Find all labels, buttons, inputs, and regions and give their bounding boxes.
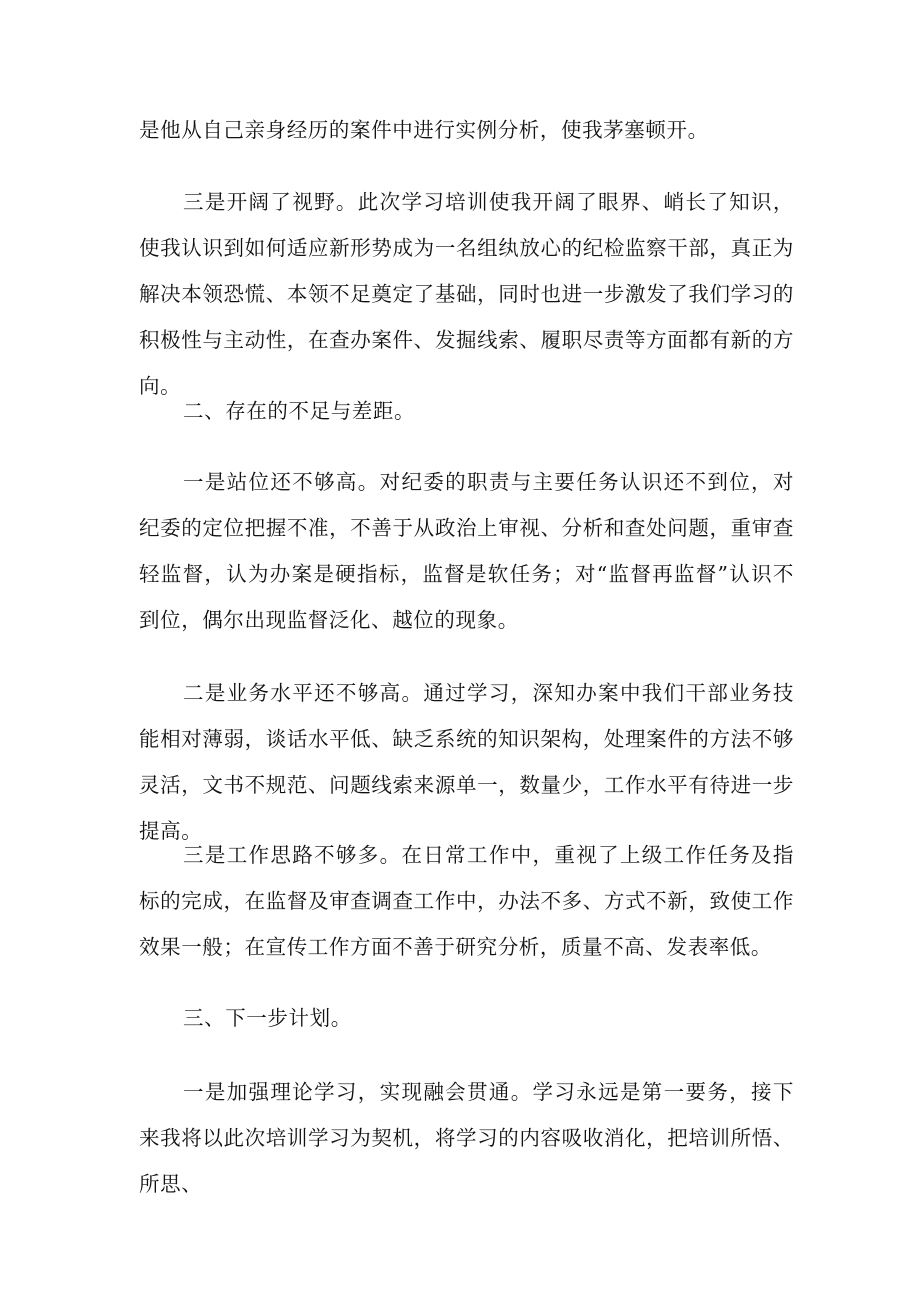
paragraph-work-ideas: 三是工作思路不够多。在日常工作中，重视了上级工作任务及指标的完成，在监督及审查调查工作中，办法不多、方式不新，致使工作效果一般；在宣传工作方面不善于研究分析，质量不高、发表率低。	[139, 843, 794, 959]
section-heading-next-plan: 三、下一步计划。	[183, 1006, 352, 1030]
paragraph-theory-study: 一是加强理论学习，实现融会贯通。学习永远是第一要务，接下来我将以此次培训学习为契机，将学习的内容吸收消化，把培训所悟、所思、	[139, 1080, 794, 1196]
paragraph-broadened-vision: 三是开阔了视野。此次学习培训使我开阔了眼界、峭长了知识，使我认识到如何适应新形势成为一名组纨放心的纪检监察干部，真正为解决本领恐慌、本领不足奠定了基础，同时也进一步激发了我们学习的积极性与主动性，在查办案件、发掘线索、履职尽责等方面都有新的方向。	[139, 190, 794, 398]
paragraph-continuation: 是他从自己亲身经历的案件中进行实例分析，使我茅塞顿开。	[139, 118, 709, 142]
paragraph-position-not-high: 一是站位还不够高。对纪委的职责与主要任务认识还不到位，对纪委的定位把握不准，不善于从政治上审视、分析和查处问题，重审查轻监督，认为办案是硬指标，监督是软任务；对“监督再监督”认识不到位，偶尔出现监督泛化、越位的现象。	[139, 470, 794, 632]
section-heading-shortcomings: 二、存在的不足与差距。	[183, 399, 416, 423]
paragraph-skill-level: 二是业务水平还不够高。通过学习，深知办案中我们干部业务技能相对薄弱，谈话水平低、缺乏系统的知识架构，处理案件的方法不够灵活，文书不规范、问题线索来源单一，数量少，工作水平有待进一步提高。	[139, 681, 794, 843]
